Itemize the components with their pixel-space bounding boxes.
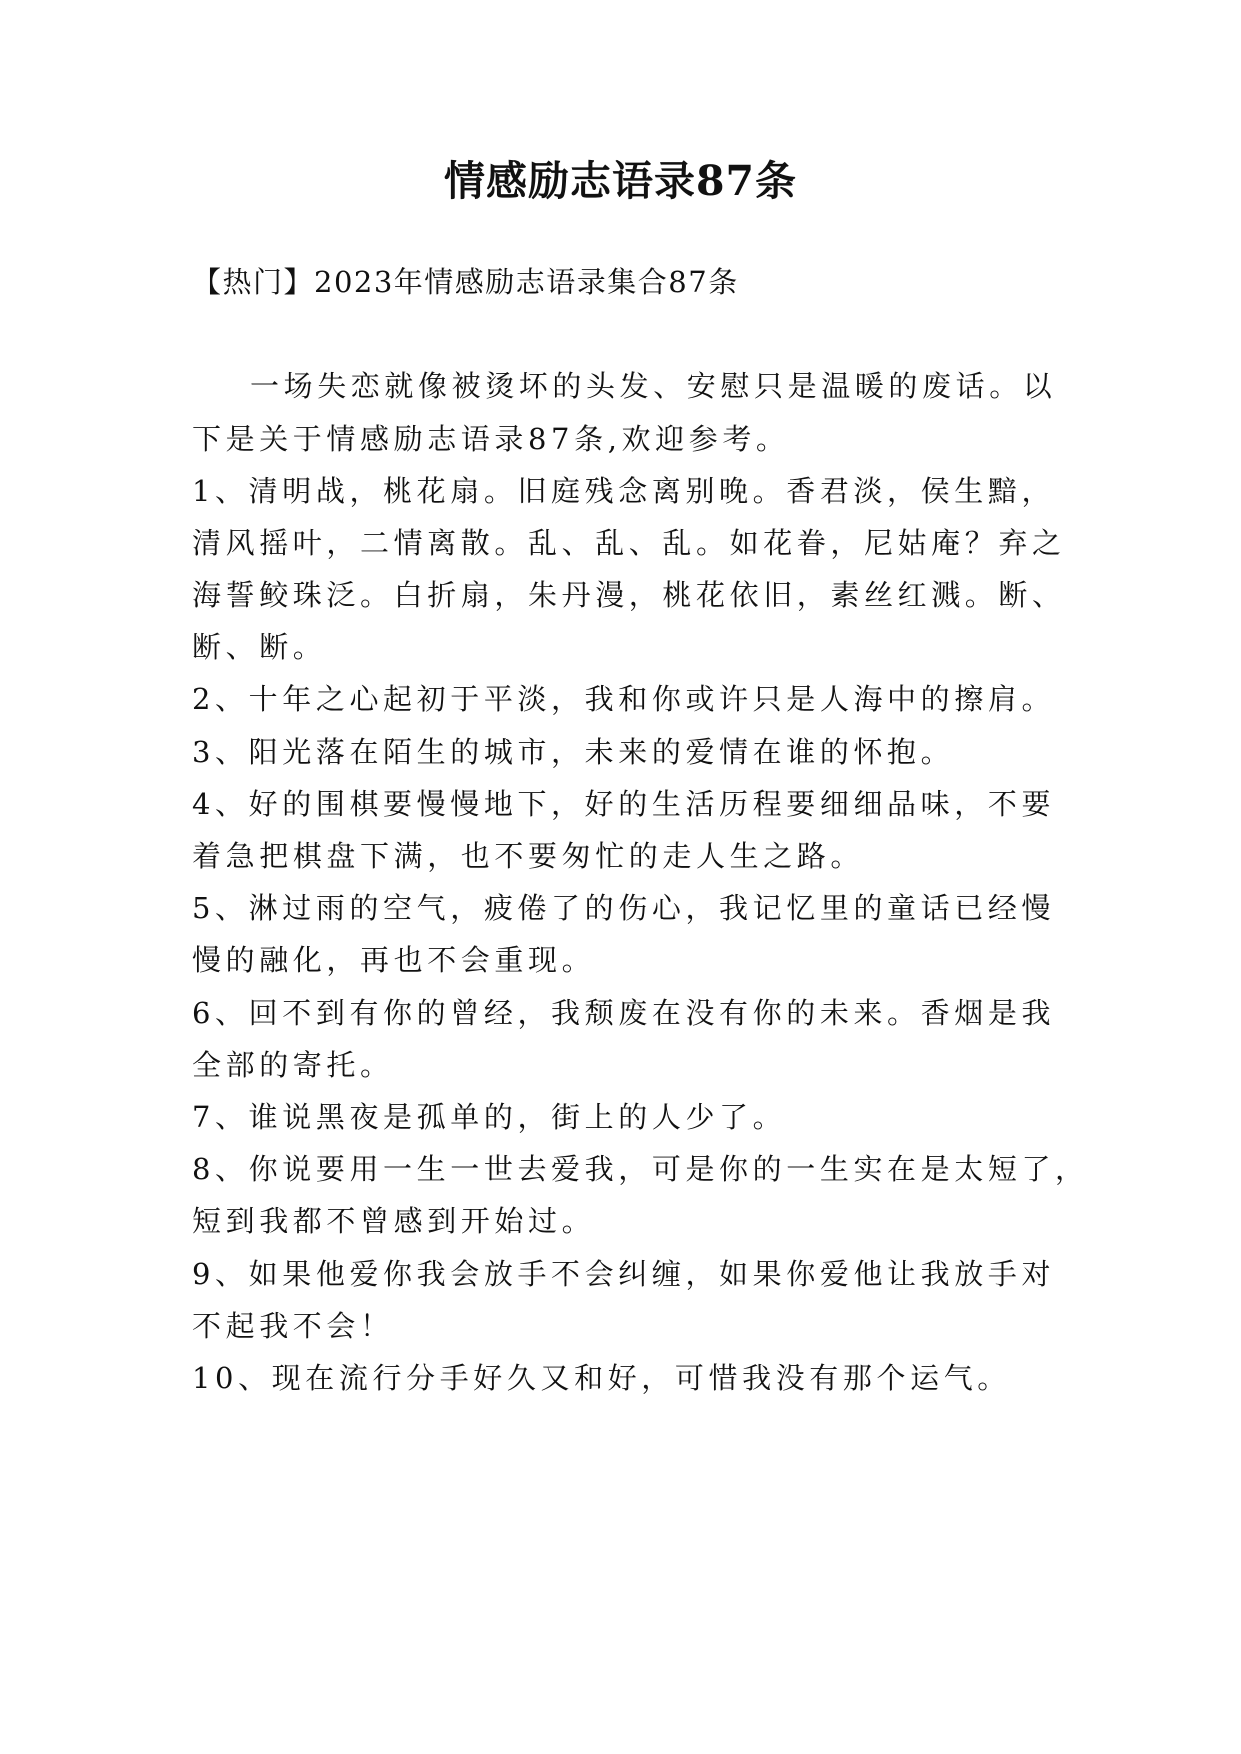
paragraph-line: 不起我不会！ [192,1309,394,1343]
paragraph-line: 6、回不到有你的曾经，我颓废在没有你的未来。香烟是我 [192,996,1056,1030]
paragraph-line: 4、好的围棋要慢慢地下，好的生活历程要细细品味，不要 [192,787,1056,821]
paragraph-line: 10、现在流行分手好久又和好，可惜我没有那个运气。 [192,1361,1011,1395]
paragraph-line: 下是关于情感励志语录87条,欢迎参考。 [192,422,790,456]
paragraph-line: 2、十年之心起初于平淡，我和你或许只是人海中的擦肩。 [192,682,1056,716]
paragraph-line: 短到我都不曾感到开始过。 [192,1204,596,1238]
paragraph-line: 8、你说要用一生一世去爱我，可是你的一生实在是太短了， [192,1152,1089,1186]
paragraph-line: 3、阳光落在陌生的城市，未来的爱情在谁的怀抱。 [192,735,955,769]
paragraph-line: 5、淋过雨的空气，疲倦了的伤心，我记忆里的童话已经慢 [192,891,1056,925]
page-title: 情感励志语录87条 [443,157,798,205]
paragraph-line: 海誓鲛珠泛。白折扇，朱丹漫，桃花依旧，素丝红溅。断、 [192,578,1066,612]
paragraph-line: 着急把棋盘下满，也不要匆忙的走人生之路。 [192,839,865,873]
paragraph-line: 7、谁说黑夜是孤单的，街上的人少了。 [192,1100,787,1134]
paragraph-line: 断、断。 [192,630,327,664]
paragraph-line: 清风摇叶，二情离散。乱、乱、乱。如花眷，尼姑庵？弃之 [192,526,1066,560]
paragraph-line: 9、如果他爱你我会放手不会纠缠，如果你爱他让我放手对 [192,1257,1056,1291]
paragraph-line: 慢的融化，再也不会重现。 [192,943,596,977]
document-subtitle: 【热门】2023年情感励志语录集合87条 [192,265,739,299]
paragraph-line: 一场失恋就像被烫坏的头发、安慰只是温暖的废话。以 [250,369,1057,403]
paragraph-line: 1、清明战，桃花扇。旧庭残念离别晚。香君淡，侯生黯， [192,474,1056,508]
paragraph-line: 全部的寄托。 [192,1048,394,1082]
